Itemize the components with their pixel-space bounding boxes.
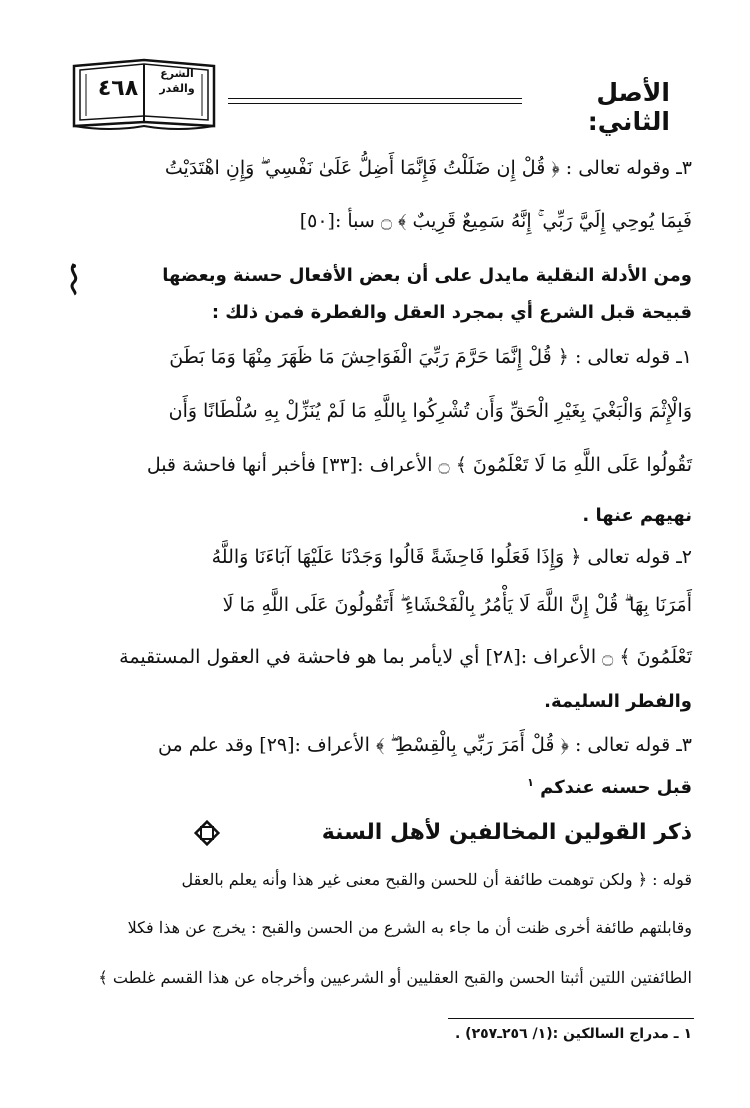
footnote-rule	[448, 1018, 694, 1019]
text-line: تَقُولُوا عَلَى اللَّهِ مَا لَا تَعْلَمُونَ ﴾ ۝ الأعراف :[٣٣] فأخبر أنها فاحشة قبل	[146, 454, 692, 476]
footnote: ١ ـ مدراج السالكين :(١/ ٢٥٦ـ٢٥٧) .	[454, 1026, 692, 1042]
text-line: ٢ـ قوله تعالى ﴿ وَإِذَا فَعَلُوا فَاحِشَةً قَالُوا وَجَدْنَا عَلَيْهَا آبَاءَنَا وَاللَّهُ	[211, 546, 692, 568]
header-rule-top	[228, 98, 522, 99]
text-line: والفطر السليمة.	[544, 691, 692, 712]
section-heading: ذكر القولين المخالفين لأهل السنة	[321, 820, 692, 845]
text-line: تَعْلَمُونَ ﴾ ۝ الأعراف :[٢٨] أي لايأمر بما هو فاحشة في العقول المستقيمة	[119, 646, 692, 668]
page-header	[70, 56, 670, 136]
text-line: ٣ـ قوله تعالى : ﴿ قُلْ أَمَرَ رَبِّي بِالْقِسْطِ ۖ ﴾ الأعراف :[٢٩] وقد علم من	[158, 734, 692, 756]
text-line: أَمَرَنَا بِهَا ۗ قُلْ إِنَّ اللَّهَ لَا يَأْمُرُ بِالْفَحْشَاءِ ۖ أَتَقُولُونَ عَلَى اللَّهِ مَا لَا	[222, 594, 692, 616]
book-label-line2: والقدر	[159, 82, 195, 95]
text-line: ٣ـ وقوله تعالى : ﴿ قُلْ إِن ضَلَلْتُ فَإِنَّمَا أَضِلُّ عَلَىٰ نَفْسِي ۖ وَإِنِ اهْتَدَيْتُ	[164, 157, 692, 179]
text-line: نهيهم عنها .	[582, 505, 692, 526]
text-line	[58, 776, 692, 798]
text-line: قبيحة قبل الشرع أي بمجرد العقل والفطرة فمن ذلك :	[211, 302, 692, 323]
text-line: فَبِمَا يُوحِي إِلَيَّ رَبِّي ۚ إِنَّهُ سَمِيعٌ قَرِيبٌ ﴾ ۝ سبأ :[٥٠]	[299, 210, 692, 232]
text-line: وقابلتهم طائفة أخرى ظنت أن ما جاء به الشرع من الحسن والقبح : يخرج عن هذا فكلا	[127, 918, 692, 937]
text-line: ١ـ قوله تعالى : ﴿ قُلْ إِنَّمَا حَرَّمَ رَبِّيَ الْفَوَاحِشَ مَا ظَهَرَ مِنْهَا وَمَا بَطَنَ	[169, 346, 692, 368]
book-label-line1: الشرع	[160, 67, 194, 80]
footnote-marker: ١	[527, 776, 534, 789]
header-rule-bottom	[228, 103, 522, 104]
text-line-content: قبل حسنه عندكم	[540, 777, 692, 798]
text-line: ومن الأدلة النقلية مايدل على أن بعض الأفعال حسنة وبعضها	[162, 265, 692, 286]
paragraph-ornament-icon	[66, 262, 82, 296]
page-number: ٤٦٨	[97, 76, 139, 101]
book-section-label	[152, 66, 202, 96]
chapter-title: الأصل الثاني:	[587, 78, 670, 136]
text-line: قوله : ﴿ ولكن توهمت طائفة أن للحسن والقبح معنى غير هذا وأنه يعلم بالعقل	[181, 870, 692, 889]
text-line: الطائفتين اللتين أثبتا الحسن والقبح العقليين أو الشرعيين وأخرجاه عن هذا القسم غلطت ﴾	[98, 968, 692, 987]
text-line: وَالْإِثْمَ وَالْبَغْيَ بِغَيْرِ الْحَقِّ وَأَن تُشْرِكُوا بِاللَّهِ مَا لَمْ يُنَزِّلْ بِهِ سُلْطَانًا وَأَن	[168, 400, 692, 422]
